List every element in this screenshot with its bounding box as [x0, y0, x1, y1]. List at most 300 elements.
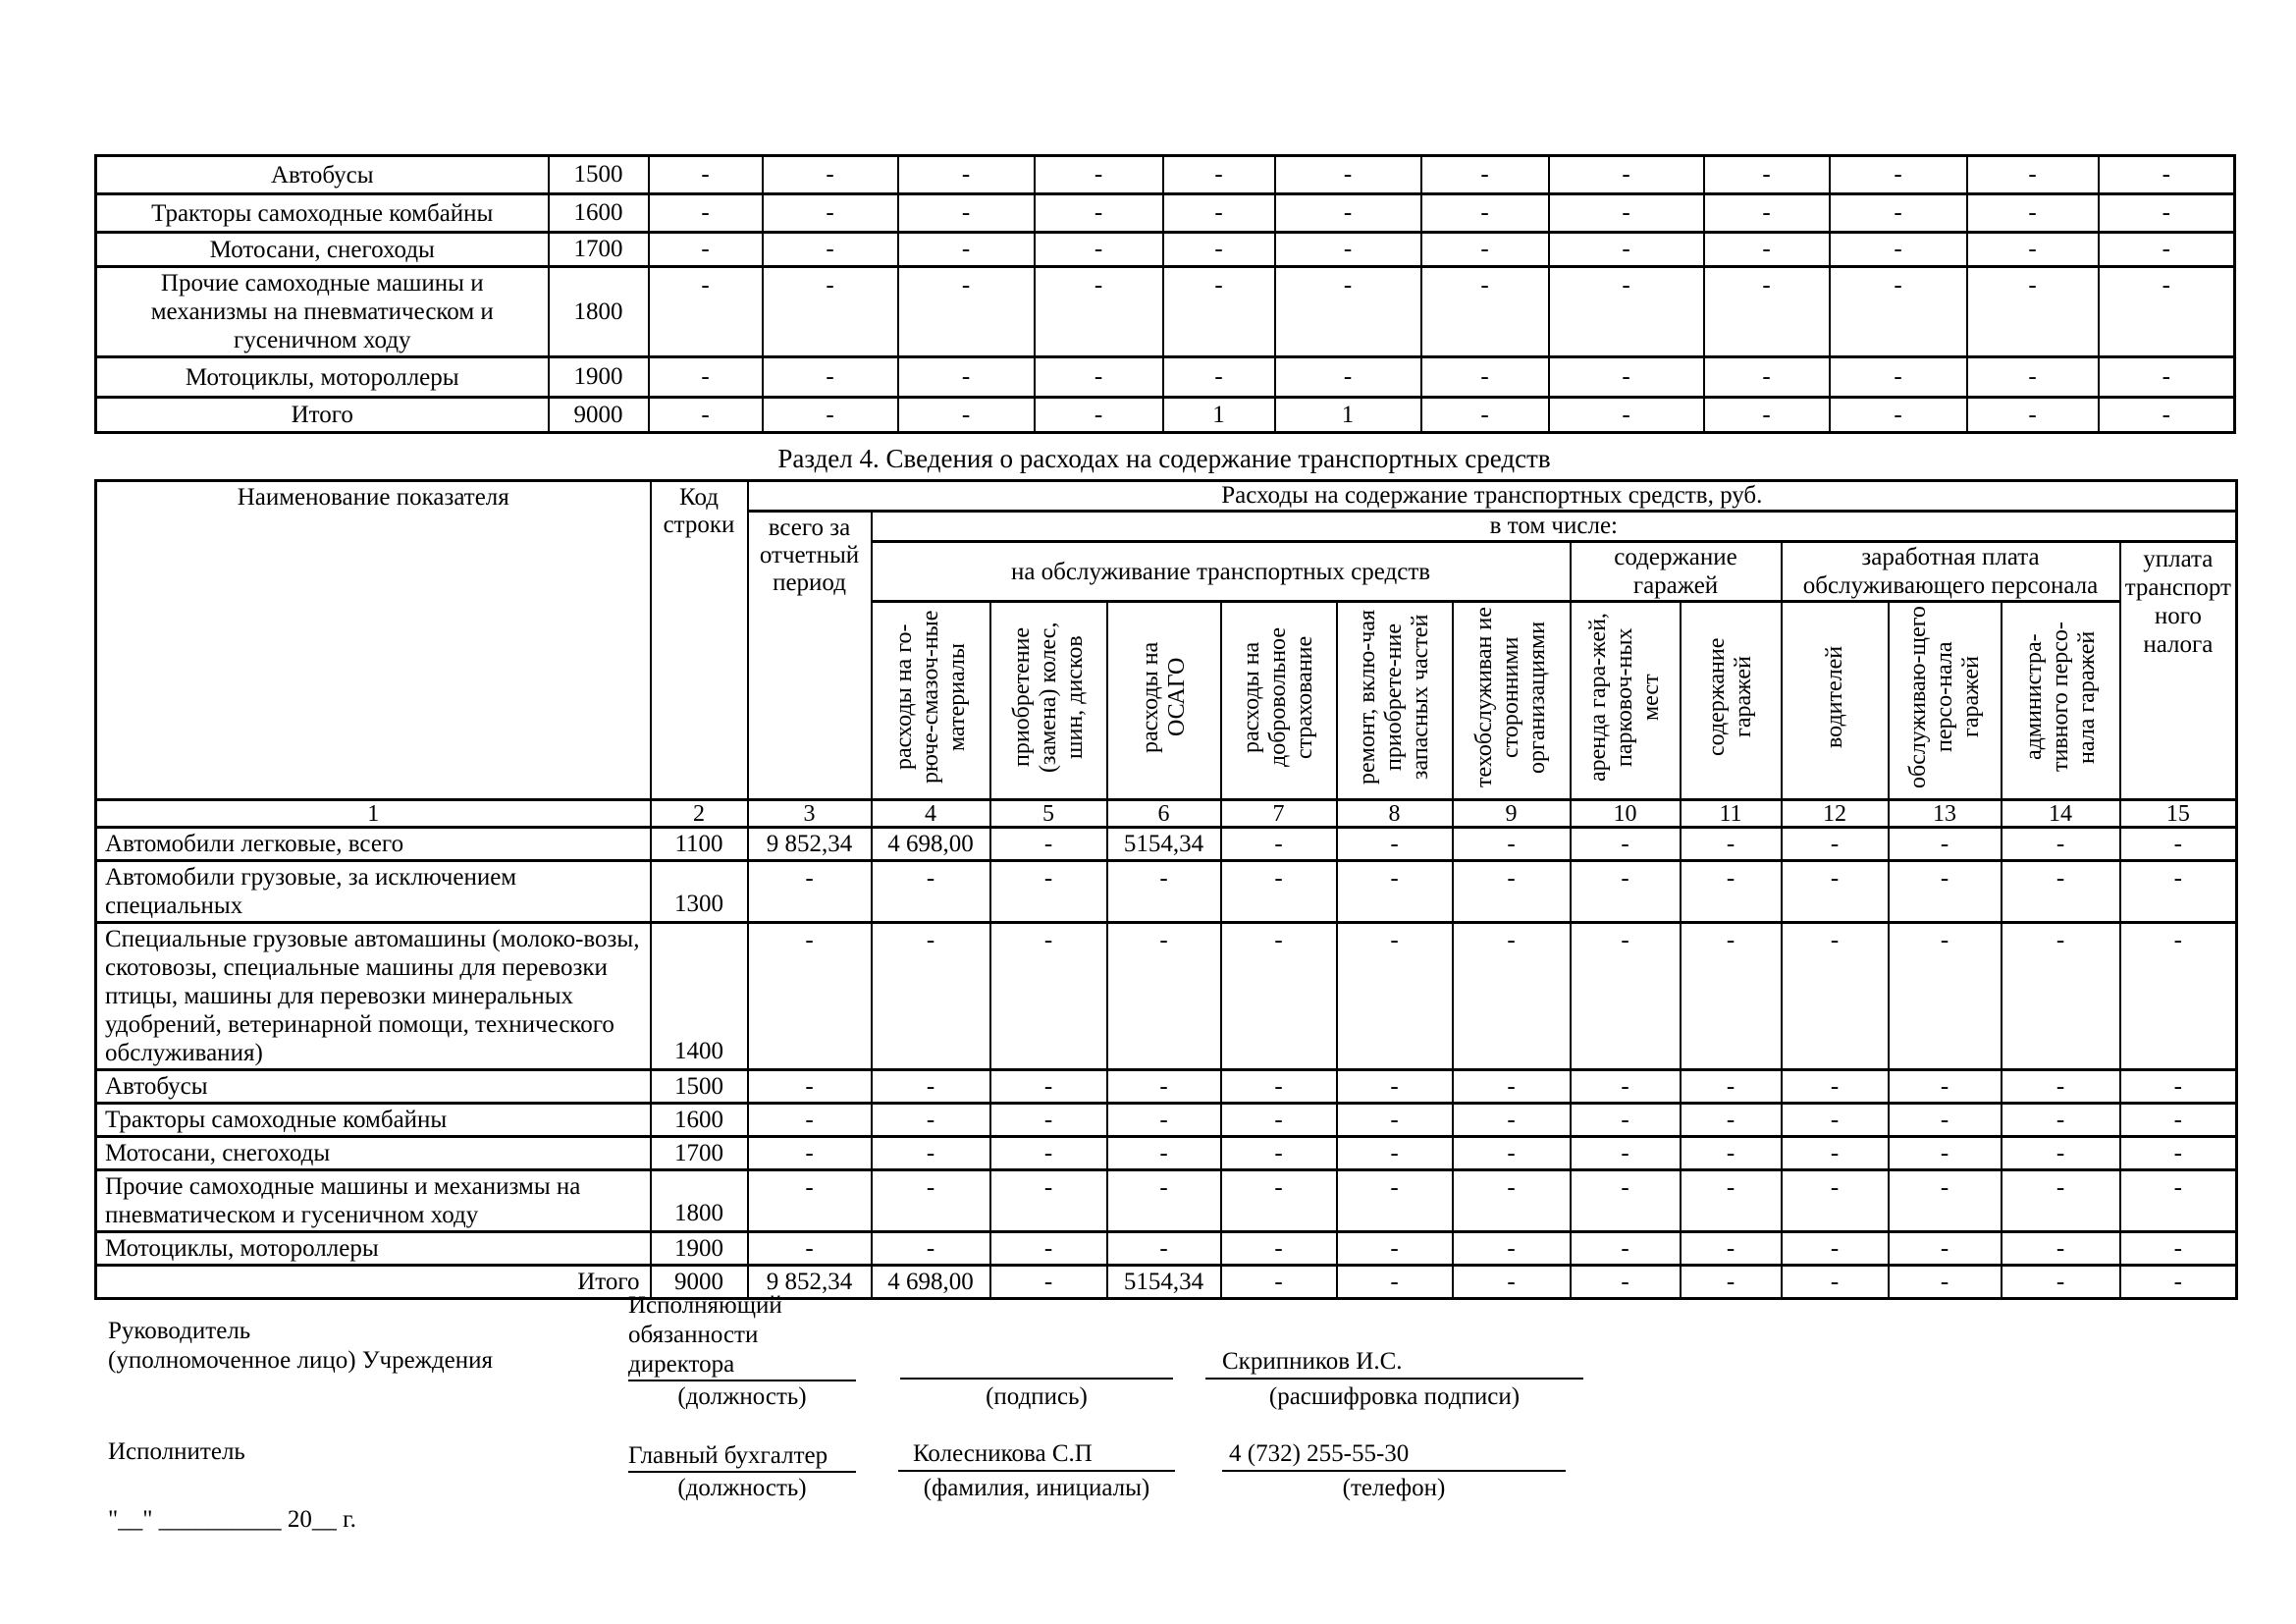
row-value-cell: -: [2002, 1266, 2120, 1299]
row-value-cell: 9 852,34: [748, 1266, 872, 1299]
row-value-cell: -: [1107, 1170, 1221, 1232]
row-value-cell: -: [2120, 828, 2237, 861]
row-value-cell: 4 698,00: [872, 828, 990, 861]
row-value-cell: -: [1782, 1170, 1889, 1232]
row-value-cell: -: [1035, 267, 1163, 357]
header-expenses-group: Расходы на содержание транспортных средств, руб.: [748, 481, 2237, 512]
row-value-cell: -: [1221, 1170, 1337, 1232]
row-value-cell: -: [748, 1232, 872, 1266]
row-value-cell: -: [1967, 267, 2099, 357]
row-value-cell: -: [1275, 267, 1421, 357]
header-subcolumn: [2002, 602, 2120, 800]
row-value-cell: -: [1830, 156, 1967, 194]
row-name-cell: Мотоциклы, мотороллеры: [96, 1232, 651, 1266]
row-value-cell: -: [1453, 861, 1571, 923]
row-value-cell: -: [1782, 1266, 1889, 1299]
row-value-cell: -: [1275, 233, 1421, 267]
row-value-cell: -: [1337, 1232, 1453, 1266]
header-subcolumn-text: обслуживаю-щего персо-нала гаражей: [1904, 606, 1984, 788]
row-code-cell: 9000: [549, 398, 649, 433]
row-value-cell: -: [1337, 1266, 1453, 1299]
row-value-cell: -: [898, 233, 1035, 267]
row-value-cell: -: [898, 357, 1035, 398]
row-value-cell: -: [763, 233, 898, 267]
row-value-cell: -: [1704, 357, 1830, 398]
header-column-number: 6: [1107, 800, 1221, 828]
row-value-cell: -: [2120, 1104, 2237, 1137]
row-code-cell: 1400: [651, 923, 748, 1070]
row-code-cell: 1700: [651, 1137, 748, 1170]
row-code-cell: 1900: [549, 357, 649, 398]
executor-position: Главный бухгалтер: [628, 1410, 856, 1473]
row-value-cell: -: [898, 267, 1035, 357]
header-subcolumn-text: приобретение (замена) колес, шин, дисков: [1008, 622, 1088, 773]
row-value-cell: -: [1571, 1170, 1681, 1232]
row-value-cell: -: [1571, 923, 1681, 1070]
row-value-cell: -: [1889, 1104, 2002, 1137]
row-value-cell: -: [1453, 1170, 1571, 1232]
row-value-cell: -: [1571, 861, 1681, 923]
row-value-cell: -: [1453, 1137, 1571, 1170]
table-row: [96, 156, 2235, 194]
header-code-column: Код строки: [651, 481, 748, 800]
row-value-cell: -: [1107, 923, 1221, 1070]
header-subcolumn-text: расходы на го-рюче-смазоч-ные материалы: [890, 610, 970, 785]
header-column-number: 2: [651, 800, 748, 828]
table-row: [96, 1070, 2237, 1104]
section4-body: [96, 828, 2237, 1299]
row-value-cell: -: [1337, 828, 1453, 861]
row-value-cell: -: [1221, 1137, 1337, 1170]
row-value-cell: -: [1681, 1170, 1782, 1232]
row-code-cell: 1500: [549, 156, 649, 194]
executor-label: Исполнитель: [108, 1438, 245, 1465]
row-name-cell: Тракторы самоходные комбайны: [96, 1104, 651, 1137]
row-code-cell: 1300: [651, 861, 748, 923]
row-value-cell: -: [649, 267, 763, 357]
row-value-cell: 1: [1275, 398, 1421, 433]
row-value-cell: -: [748, 1104, 872, 1137]
row-value-cell: -: [1337, 1104, 1453, 1137]
header-group-garages: содержание гаражей: [1571, 542, 1782, 602]
row-value-cell: -: [1782, 861, 1889, 923]
row-value-cell: -: [1681, 1137, 1782, 1170]
table-row: [96, 828, 2237, 861]
row-value-cell: -: [990, 923, 1107, 1070]
row-value-cell: -: [1337, 861, 1453, 923]
row-value-cell: -: [2099, 398, 2235, 433]
row-value-cell: -: [898, 398, 1035, 433]
row-value-cell: -: [1275, 357, 1421, 398]
row-code-cell: 1500: [651, 1070, 748, 1104]
header-subcolumn-text: расходы на ОСАГО: [1137, 641, 1190, 753]
header-including: в том числе:: [872, 512, 2237, 542]
row-value-cell: -: [1163, 357, 1275, 398]
table-row: [96, 194, 2235, 233]
row-value-cell: -: [2120, 1232, 2237, 1266]
header-column-number: 10: [1571, 800, 1681, 828]
position-label: (должность): [677, 1383, 807, 1410]
row-value-cell: -: [1889, 1232, 2002, 1266]
header-column-number: 9: [1453, 800, 1571, 828]
row-value-cell: -: [1704, 156, 1830, 194]
row-value-cell: -: [1221, 1232, 1337, 1266]
row-value-cell: -: [2002, 1170, 2120, 1232]
row-value-cell: -: [2002, 1232, 2120, 1266]
header-subcolumn: [1221, 602, 1337, 800]
row-value-cell: -: [1967, 194, 2099, 233]
signature-decode-label: (расшифровка подписи): [1268, 1383, 1521, 1410]
header-column-tax: уплата транспорт ного налога: [2120, 542, 2237, 800]
row-value-cell: -: [898, 194, 1035, 233]
row-value-cell: -: [872, 1104, 990, 1137]
row-value-cell: -: [990, 1070, 1107, 1104]
row-value-cell: -: [1704, 194, 1830, 233]
row-value-cell: -: [1163, 156, 1275, 194]
row-code-cell: 1800: [651, 1170, 748, 1232]
row-value-cell: -: [1571, 1266, 1681, 1299]
row-name-cell: Автомобили легковые, всего: [96, 828, 651, 861]
row-code-cell: 1100: [651, 828, 748, 861]
table-row: [96, 923, 2237, 1070]
row-value-cell: -: [872, 923, 990, 1070]
header-subcolumn: [1782, 602, 1889, 800]
row-code-cell: 1600: [651, 1104, 748, 1137]
row-value-cell: 1: [1163, 398, 1275, 433]
header-name-column: Наименование показателя: [96, 481, 651, 800]
row-value-cell: -: [1107, 861, 1221, 923]
row-value-cell: -: [1549, 156, 1704, 194]
row-value-cell: -: [748, 1170, 872, 1232]
row-name-cell: Автобусы: [96, 156, 549, 194]
row-name-cell: Прочие самоходные машины и механизмы на пневматическом и гусеничном ходу: [96, 267, 549, 357]
table-row: [96, 861, 2237, 923]
section4-table: [94, 479, 2238, 1300]
row-value-cell: -: [1221, 923, 1337, 1070]
row-value-cell: -: [2002, 1137, 2120, 1170]
row-value-cell: -: [2099, 156, 2235, 194]
phone-line: [1222, 1470, 1566, 1472]
signature-decode-line: [1205, 1378, 1583, 1380]
row-value-cell: -: [1107, 1104, 1221, 1137]
row-name-cell: Итого: [96, 1266, 651, 1299]
row-value-cell: -: [1782, 1137, 1889, 1170]
row-value-cell: -: [1889, 923, 2002, 1070]
row-value-cell: -: [1681, 861, 1782, 923]
row-value-cell: -: [2120, 1266, 2237, 1299]
signature-line: [900, 1378, 1173, 1380]
header-column-number: 1: [96, 800, 651, 828]
row-value-cell: -: [1453, 1266, 1571, 1299]
row-value-cell: -: [990, 1137, 1107, 1170]
position-label-2: (должность): [677, 1475, 807, 1501]
row-value-cell: -: [990, 861, 1107, 923]
row-value-cell: 4 698,00: [872, 1266, 990, 1299]
row-value-cell: -: [1782, 1070, 1889, 1104]
signature-label: (подпись): [986, 1383, 1088, 1410]
row-value-cell: -: [1681, 1070, 1782, 1104]
row-value-cell: -: [2099, 357, 2235, 398]
row-value-cell: -: [1571, 1104, 1681, 1137]
row-value-cell: -: [1967, 357, 2099, 398]
header-column-number: 12: [1782, 800, 1889, 828]
manager-label: Руководитель: [108, 1318, 251, 1344]
header-subcolumn: [872, 602, 990, 800]
row-value-cell: 5154,34: [1107, 1266, 1221, 1299]
row-value-cell: -: [872, 1070, 990, 1104]
row-value-cell: -: [1830, 194, 1967, 233]
row-value-cell: -: [2120, 1070, 2237, 1104]
row-name-cell: Автомобили грузовые, за исключением специальных: [96, 861, 651, 923]
header-column-number: 4: [872, 800, 990, 828]
row-value-cell: -: [990, 828, 1107, 861]
row-value-cell: -: [872, 1170, 990, 1232]
row-value-cell: -: [1704, 233, 1830, 267]
row-value-cell: -: [649, 156, 763, 194]
header-subcolumn: [1337, 602, 1453, 800]
header-subcolumn: [1107, 602, 1221, 800]
row-value-cell: -: [2099, 194, 2235, 233]
table-row: [96, 267, 2235, 357]
name-label: (фамилия, инициалы): [923, 1475, 1150, 1501]
header-subcolumn-text: техобслуживан ие сторонними организациями: [1471, 607, 1550, 787]
row-value-cell: -: [990, 1104, 1107, 1137]
row-value-cell: -: [1830, 357, 1967, 398]
executor-phone: 4 (732) 255-55-30: [1229, 1440, 1410, 1467]
row-name-cell: Специальные грузовые автомашины (молоко-возы, скотовозы, специальные машины для перевозки птицы, машины для перевозки минеральных удобрений, ветеринарной помощи, технического обслуживания): [96, 923, 651, 1070]
row-value-cell: -: [1163, 194, 1275, 233]
row-value-cell: -: [1549, 233, 1704, 267]
header-subcolumn: [990, 602, 1107, 800]
header-column-number: 5: [990, 800, 1107, 828]
header-group-maintenance: на обслуживание транспортных средств: [872, 542, 1571, 602]
row-value-cell: -: [1035, 398, 1163, 433]
row-value-cell: -: [2002, 1104, 2120, 1137]
row-value-cell: -: [1549, 267, 1704, 357]
header-subcolumn-text: аренда гара-жей, парковоч-ных мест: [1585, 613, 1664, 782]
header-subcolumn-text: водителей: [1821, 645, 1847, 749]
row-name-cell: Мотосани, снегоходы: [96, 1137, 651, 1170]
table-row: [96, 1232, 2237, 1266]
row-value-cell: -: [1889, 861, 2002, 923]
row-value-cell: -: [748, 861, 872, 923]
row-value-cell: -: [1221, 1070, 1337, 1104]
row-value-cell: -: [1967, 398, 2099, 433]
header-column-number: 14: [2002, 800, 2120, 828]
row-value-cell: -: [2120, 923, 2237, 1070]
row-value-cell: -: [1571, 1070, 1681, 1104]
header-subcolumn: [1889, 602, 2002, 800]
row-value-cell: -: [990, 1266, 1107, 1299]
row-value-cell: -: [1889, 1266, 2002, 1299]
row-code-cell: 9000: [651, 1266, 748, 1299]
row-value-cell: -: [1889, 1137, 2002, 1170]
row-value-cell: -: [1221, 861, 1337, 923]
row-value-cell: -: [649, 398, 763, 433]
table-row: [96, 357, 2235, 398]
header-subcolumn-text: администра-тивного персо-нала гаражей: [2020, 622, 2100, 773]
executor-name: Колесникова С.П: [913, 1440, 1093, 1467]
row-value-cell: -: [1681, 1232, 1782, 1266]
row-value-cell: -: [1421, 398, 1549, 433]
row-value-cell: -: [2002, 828, 2120, 861]
header-column-number: 13: [1889, 800, 2002, 828]
row-value-cell: -: [872, 1137, 990, 1170]
table-row: [96, 233, 2235, 267]
row-value-cell: -: [763, 398, 898, 433]
row-value-cell: -: [1421, 233, 1549, 267]
row-value-cell: -: [748, 923, 872, 1070]
header-subcolumn: [1681, 602, 1782, 800]
row-value-cell: -: [1337, 1170, 1453, 1232]
row-value-cell: 9 852,34: [748, 828, 872, 861]
manager-signature-name: Скрипников И.С.: [1222, 1348, 1403, 1375]
section4-title: Раздел 4. Сведения о расходах на содержание транспортных средств: [777, 444, 1551, 473]
row-value-cell: -: [1549, 194, 1704, 233]
row-value-cell: -: [1421, 156, 1549, 194]
row-value-cell: -: [1571, 1137, 1681, 1170]
header-column-number: 15: [2120, 800, 2237, 828]
row-name-cell: Мотосани, снегоходы: [96, 233, 549, 267]
row-value-cell: -: [2002, 861, 2120, 923]
header-column-number: 11: [1681, 800, 1782, 828]
row-value-cell: 5154,34: [1107, 828, 1221, 861]
row-value-cell: -: [1421, 357, 1549, 398]
executor-name-line: [898, 1470, 1175, 1472]
row-code-cell: 1800: [549, 267, 649, 357]
table-row: [96, 1137, 2237, 1170]
row-value-cell: -: [1830, 267, 1967, 357]
row-value-cell: -: [1337, 1137, 1453, 1170]
row-value-cell: -: [1782, 1232, 1889, 1266]
row-value-cell: -: [1421, 267, 1549, 357]
header-subcolumn-text: содержание гаражей: [1704, 637, 1756, 757]
header-column-number: 3: [748, 800, 872, 828]
row-value-cell: -: [1107, 1137, 1221, 1170]
table-row: [96, 1266, 2237, 1299]
row-value-cell: -: [1163, 233, 1275, 267]
table-row: [96, 1104, 2237, 1137]
row-value-cell: -: [1704, 267, 1830, 357]
row-value-cell: -: [898, 156, 1035, 194]
row-value-cell: -: [1967, 233, 2099, 267]
row-value-cell: -: [1275, 156, 1421, 194]
table-row: [96, 1170, 2237, 1232]
row-value-cell: -: [1681, 923, 1782, 1070]
manager-position: Исполняющий обязанности директора: [628, 1286, 856, 1381]
phone-label: (телефон): [1342, 1475, 1446, 1501]
row-name-cell: Мотоциклы, мотороллеры: [96, 357, 549, 398]
row-value-cell: -: [763, 156, 898, 194]
row-value-cell: -: [1421, 194, 1549, 233]
row-name-cell: Тракторы самоходные комбайны: [96, 194, 549, 233]
row-value-cell: -: [1107, 1070, 1221, 1104]
manager-label-2: (уполномоченное лицо) Учреждения: [108, 1347, 494, 1374]
header-subcolumn: [1453, 602, 1571, 800]
row-value-cell: -: [1830, 233, 1967, 267]
row-value-cell: -: [1549, 357, 1704, 398]
row-value-cell: -: [1453, 828, 1571, 861]
row-value-cell: -: [1453, 1104, 1571, 1137]
row-code-cell: 1600: [549, 194, 649, 233]
row-value-cell: -: [649, 194, 763, 233]
row-value-cell: -: [1889, 1170, 2002, 1232]
header-subcolumn-text: расходы на добровольное страхование: [1239, 627, 1317, 767]
row-value-cell: -: [1681, 1104, 1782, 1137]
row-code-cell: 1700: [549, 233, 649, 267]
row-value-cell: -: [748, 1137, 872, 1170]
row-value-cell: -: [763, 357, 898, 398]
row-value-cell: -: [1453, 1232, 1571, 1266]
row-value-cell: -: [1453, 923, 1571, 1070]
row-value-cell: -: [2099, 267, 2235, 357]
row-value-cell: -: [1035, 233, 1163, 267]
row-value-cell: -: [763, 267, 898, 357]
row-value-cell: -: [1035, 357, 1163, 398]
date-line: "__" __________ 20__ г.: [108, 1506, 356, 1533]
row-name-cell: Прочие самоходные машины и механизмы на пневматическом и гусеничном ходу: [96, 1170, 651, 1232]
row-value-cell: -: [2002, 923, 2120, 1070]
row-value-cell: -: [1163, 267, 1275, 357]
row-value-cell: -: [1889, 1070, 2002, 1104]
row-value-cell: -: [2002, 1070, 2120, 1104]
table-row: [96, 398, 2235, 433]
header-column-number: 7: [1221, 800, 1337, 828]
row-value-cell: -: [1221, 828, 1337, 861]
row-value-cell: -: [1035, 194, 1163, 233]
row-value-cell: -: [748, 1070, 872, 1104]
row-value-cell: -: [872, 861, 990, 923]
row-value-cell: -: [1337, 1070, 1453, 1104]
row-value-cell: -: [2099, 233, 2235, 267]
row-value-cell: -: [1221, 1104, 1337, 1137]
row-value-cell: -: [1571, 1232, 1681, 1266]
row-value-cell: -: [1782, 923, 1889, 1070]
row-value-cell: -: [1967, 156, 2099, 194]
row-value-cell: -: [2120, 1170, 2237, 1232]
row-value-cell: -: [1453, 1070, 1571, 1104]
header-total-column: всего за отчетный период: [748, 512, 872, 800]
row-value-cell: -: [1782, 1104, 1889, 1137]
header-column-number: 8: [1337, 800, 1453, 828]
row-value-cell: -: [1889, 828, 2002, 861]
header-subcolumn: [1571, 602, 1681, 800]
row-value-cell: -: [649, 233, 763, 267]
row-value-cell: -: [2120, 861, 2237, 923]
row-value-cell: -: [1571, 828, 1681, 861]
row-value-cell: -: [872, 1232, 990, 1266]
row-value-cell: -: [1681, 828, 1782, 861]
row-value-cell: -: [990, 1170, 1107, 1232]
row-value-cell: -: [1221, 1266, 1337, 1299]
row-value-cell: -: [1782, 828, 1889, 861]
header-group-salary: заработная плата обслуживающего персонала: [1782, 542, 2120, 602]
row-value-cell: -: [1830, 398, 1967, 433]
row-value-cell: -: [1035, 156, 1163, 194]
header-subcolumn-text: ремонт, вклю-чая приобрете-ние запасных частей: [1355, 609, 1433, 785]
row-value-cell: -: [1704, 398, 1830, 433]
row-value-cell: -: [1549, 398, 1704, 433]
section3-continuation-table: [94, 154, 2236, 434]
row-code-cell: 1900: [651, 1232, 748, 1266]
row-value-cell: -: [1275, 194, 1421, 233]
row-value-cell: -: [1681, 1266, 1782, 1299]
row-name-cell: Итого: [96, 398, 549, 433]
row-value-cell: -: [1107, 1232, 1221, 1266]
row-value-cell: -: [763, 194, 898, 233]
row-value-cell: -: [2120, 1137, 2237, 1170]
row-value-cell: -: [1337, 923, 1453, 1070]
